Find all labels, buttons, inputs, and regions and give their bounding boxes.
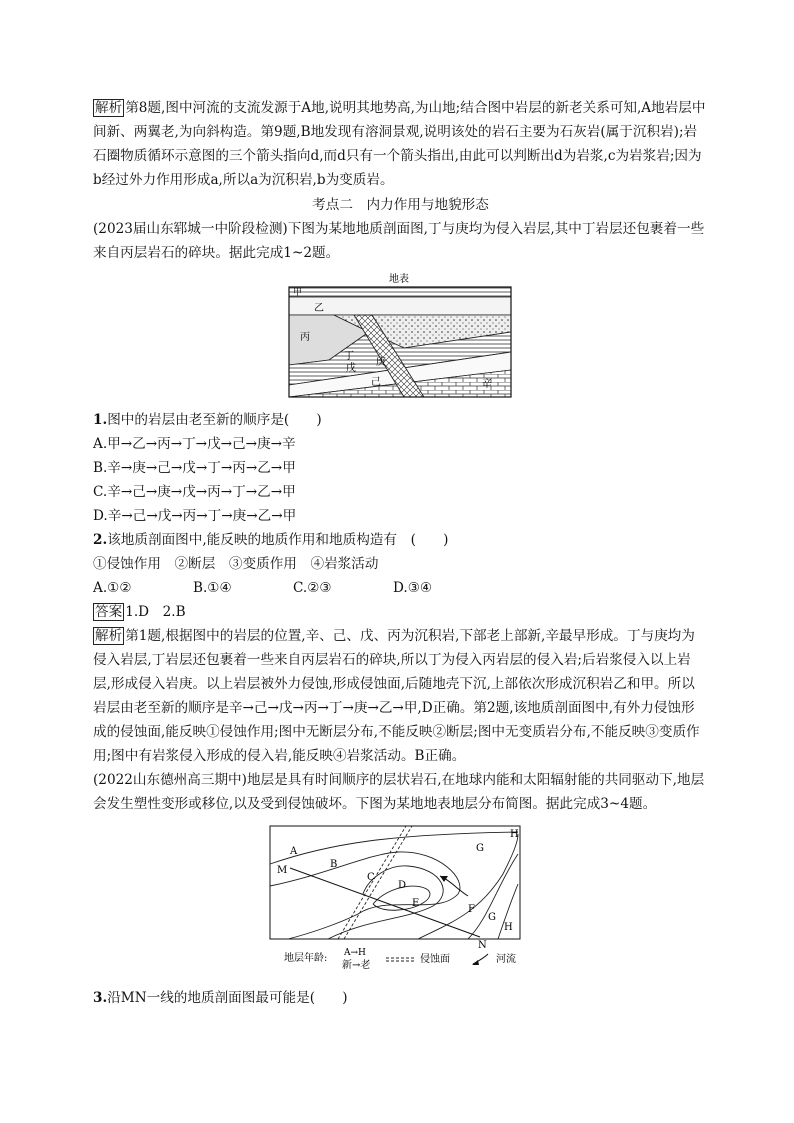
q2-option-c: C.②③ — [293, 580, 332, 596]
q2-option-d: D.③④ — [393, 580, 433, 596]
intro-q3-4: (2022山东德州高三期中)地层是具有时间顺序的层状岩石,在地球内能和太阳辐射能的共同驱动下,地层会发生塑性变形或移位,以及受到侵蚀破坏。下图为某地地表地层分布简图。据此完成3~4题。 — [93, 772, 705, 812]
q1-option-a: A.甲→乙→丙→丁→戊→己→庚→辛 — [93, 436, 296, 452]
label-H-bottom: H — [504, 922, 513, 933]
label-geng: 庚 — [376, 357, 386, 368]
label-jia: 甲 — [293, 288, 303, 298]
strata-map-figure — [268, 824, 530, 974]
q1-option-b: B.辛→庚→己→戊→丁→丙→乙→甲 — [93, 460, 296, 476]
intro-q1-2: (2023届山东郓城一中阶段检测)下图为某地地质剖面图,丁与庚均为侵入岩层,其中丁岩层还包裹着一些来自丙层岩石的碎块。据此完成1~2题。 — [93, 221, 705, 261]
section-title: 考点二 内力作用与地貌形态 — [312, 197, 489, 213]
question-2-number: 2. — [93, 532, 108, 548]
label-bing: 丙 — [300, 332, 310, 343]
legend-river-label: 河流 — [496, 954, 516, 965]
analysis-tag: 解析 — [95, 100, 123, 116]
label-A: A — [290, 846, 298, 857]
label-B: B — [330, 859, 338, 870]
label-G-top: G — [476, 843, 484, 854]
label-G-bottom: G — [488, 912, 496, 923]
answer-text: 1.D 2.B — [125, 604, 186, 620]
analysis-text: 第1题,根据图中的岩层的位置,辛、己、戊、丙为沉积岩,下部老上部新,辛最早形成。丁与庚均为侵入岩层,丁岩层还包裹着一些来自丙层岩石的碎块,所以丁为侵入丙岩层的侵入岩;后岩浆侵入以上岩层,形成侵入岩庚。以上岩层被外力侵蚀,形成侵蚀面,后随地壳下沉,上部依次形成沉积岩乙和甲。所以岩层由老至新的顺序是辛→己→戊→丙→丁→庚→乙→甲,D正确。第2题,该地质剖面图中,有外力侵蚀形成的侵蚀面,能反映①侵蚀作用;图中无断层分布,不能反映②断层;图中无变质岩分布,不能反映③变质作用;图中有岩浆侵入形成的侵入岩,能反映④岩浆活动。B正确。 — [93, 628, 700, 764]
legend-age-label: 地层年龄: — [284, 953, 328, 964]
label-F: F — [468, 904, 475, 915]
label-E: E — [412, 898, 420, 909]
label-H-top: H — [510, 829, 519, 840]
label-M: M — [277, 865, 288, 876]
q2-options — [93, 576, 708, 600]
legend-age-note: 新→老 — [342, 960, 371, 971]
prev-analysis-paragraph — [93, 96, 708, 192]
question-3-number: 3. — [93, 990, 108, 1006]
label-wu: 戊 — [346, 363, 356, 374]
question-3-text: 沿MN一线的地质剖面图最可能是( ) — [107, 990, 348, 1006]
legend-river-arrow-icon — [472, 960, 479, 965]
surface-label: 地表 — [389, 274, 409, 285]
prev-analysis-text: 第8题,图中河流的支流发源于A地,说明其地势高,为山地;结合图中岩层的新老关系可知,A地岩层中间新、两翼老,为向斜构造。第9题,B地发现有溶洞景观,说明该处的岩石主要为石灰岩(属于沉积岩);岩石圈物质循环示意图的三个箭头指向d,而d只有一个箭头指出,由此可以判断出d为岩浆,c为岩浆岩;因为b经过外力作用形成a,所以a为沉积岩,b为变质岩。 — [93, 100, 706, 188]
label-ji: 己 — [371, 377, 381, 388]
q2-option-a: A.①② — [93, 580, 132, 596]
label-ding: 丁 — [344, 351, 354, 362]
q1-option-d: D.辛→己→戊→丙→丁→庚→乙→甲 — [93, 508, 297, 524]
legend-erosion-label: 侵蚀面 — [420, 954, 450, 965]
question-1-stem — [93, 408, 708, 432]
question-3-stem — [93, 986, 708, 1010]
geologic-cross-section-figure — [284, 270, 516, 402]
legend-age-seq: A→H — [344, 948, 366, 958]
question-2-text: 该地质剖面图中,能反映的地质作用和地质构造有 ( ) — [107, 532, 449, 548]
label-xin: 辛 — [482, 379, 492, 390]
analysis-tag-2: 解析 — [95, 628, 123, 644]
layer-jia — [289, 287, 511, 297]
label-N: N — [478, 940, 487, 951]
q1-option-c: C.辛→己→庚→戊→丙→丁→乙→甲 — [93, 484, 296, 500]
analysis-paragraph — [93, 624, 708, 768]
q2-option-b: B.①④ — [193, 580, 232, 596]
q2-items: ①侵蚀作用 ②断层 ③变质作用 ④岩浆活动 — [93, 556, 379, 572]
label-yi: 乙 — [314, 303, 324, 314]
label-D: D — [398, 880, 407, 891]
question-1-number: 1. — [93, 412, 108, 428]
answer-line — [93, 600, 708, 624]
answer-tag: 答案 — [95, 604, 123, 620]
question-1-text: 图中的岩层由老至新的顺序是( ) — [107, 412, 322, 428]
question-2-stem — [93, 528, 708, 552]
label-C: C — [367, 872, 375, 883]
